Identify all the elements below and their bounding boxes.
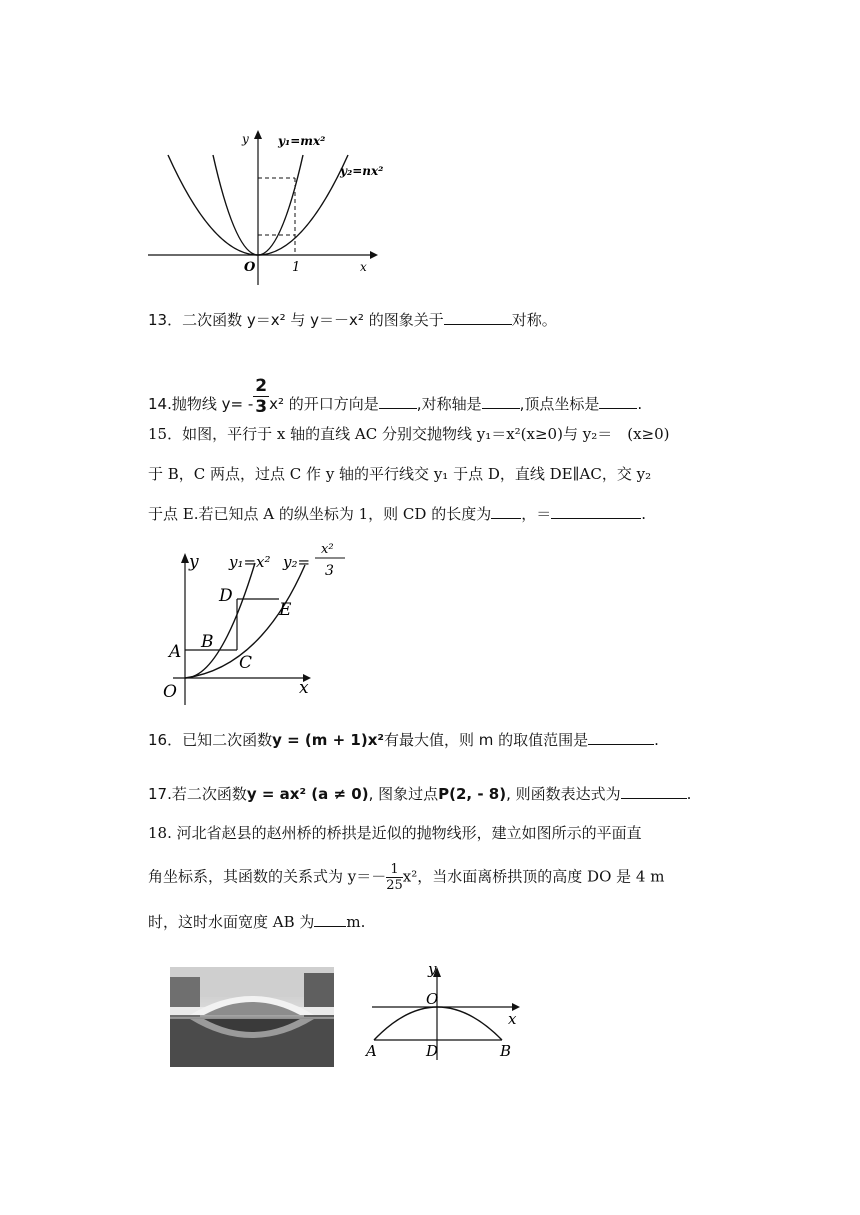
question-13: 13．二次函数 y＝x² 与 y＝－x² 的图象关于 对称。 — [148, 311, 557, 329]
question-number: 13 — [148, 311, 168, 329]
answer-blank[interactable] — [314, 912, 346, 927]
y-axis-label: y — [242, 132, 249, 146]
y-axis-label: y — [189, 552, 199, 572]
question-number: 16 — [148, 731, 168, 749]
fraction: $\frac{2}{3}$ — [255, 376, 268, 417]
question-text-end: 对称。 — [511, 311, 557, 329]
point-a-label: A — [366, 1042, 377, 1060]
answer-blank[interactable] — [621, 784, 687, 799]
point-b-label: B — [201, 632, 214, 652]
question-18-line-2: 角坐标系，其函数的关系式为 y＝－ $\frac{1}{25}$ x²，当水面离桥拱顶的高度 DO 是 4 m — [148, 862, 665, 893]
origin-label: O — [163, 682, 177, 702]
answer-blank-3[interactable] — [599, 394, 637, 409]
question-15-line-2: 于 B，C 两点，过点 C 作 y 轴的平行线交 y₁ 于点 D，直线 DE∥AC，交 y₂ — [148, 465, 652, 483]
question-16: 16．已知二次函数y = (m + 1)x²有最大值，则 m 的取值范围是 . — [148, 731, 659, 749]
parabola-graph-2 — [155, 535, 370, 710]
answer-blank-2[interactable] — [551, 504, 641, 519]
point-c-label: C — [239, 653, 253, 673]
answer-blank[interactable] — [588, 730, 654, 745]
fraction: $\frac{1}{25}$ — [386, 862, 403, 893]
question-15-line-1: 15．如图，平行于 x 轴的直线 AC 分别交抛物线 y₁＝x²(x≥0)与 y₂＝ (x≥0) — [148, 425, 670, 443]
question-14: 14.抛物线 y= - $\frac{2}{3}$ x² 的开口方向是 ,对称轴是 ,顶点坐标是 . — [148, 376, 643, 417]
y-axis-label: y — [428, 962, 437, 978]
answer-blank[interactable] — [444, 310, 512, 325]
point-d-label: D — [426, 1042, 439, 1060]
curve2-label: y₂=nx² — [340, 164, 384, 178]
question-number: 18 — [148, 824, 168, 842]
question-text: 抛物线 y= - — [171, 395, 254, 413]
point: P(2, - 8) — [438, 785, 507, 803]
question-15-line-3: 于点 E.若已知点 A 的纵坐标为 1，则 CD 的长度为 ，＝ . — [148, 505, 647, 523]
point-d-label: D — [219, 586, 233, 606]
question-18-line-3: 时，这时水面宽度 AB 为 m. — [148, 913, 366, 931]
point-b-label: B — [500, 1042, 512, 1060]
answer-blank-1[interactable] — [379, 394, 417, 409]
point-e-label: E — [279, 600, 292, 620]
point-a-label: A — [169, 642, 182, 662]
question-number: 17 — [148, 785, 168, 803]
question-text: 二次函数 y＝x² 与 y＝－x² 的图象关于 — [182, 311, 444, 329]
x-axis-label: x — [508, 1010, 517, 1028]
bridge-arch-graph — [362, 962, 522, 1062]
curve2-numerator: x² — [321, 542, 334, 557]
question-17: 17.若二次函数y = ax² (a ≠ 0), 图象过点P(2, - 8), 则函数表达式为 . — [148, 785, 692, 803]
curve2-denominator: 3 — [325, 563, 334, 579]
curve1-label: y₁=x² — [229, 553, 271, 571]
x-axis-label: x — [360, 260, 367, 274]
answer-blank-1[interactable] — [491, 504, 521, 519]
parabola-graph-1 — [148, 125, 398, 290]
tick-one-label: 1 — [292, 260, 301, 275]
point-o-label: O — [426, 990, 439, 1008]
curve1-label: y₁=mx² — [278, 134, 326, 148]
answer-blank-2[interactable] — [482, 394, 520, 409]
question-number: 15 — [148, 425, 168, 443]
x-axis-label: x — [299, 678, 309, 698]
formula: y = (m + 1)x² — [272, 731, 384, 749]
origin-label: O — [244, 260, 256, 275]
bridge-photo — [170, 967, 334, 1067]
question-18-line-1: 18. 河北省赵县的赵州桥的桥拱是近似的抛物线形，建立如图所示的平面直 — [148, 824, 642, 842]
formula: y = ax² (a ≠ 0) — [246, 785, 369, 803]
question-number: 14 — [148, 395, 168, 413]
curve2-label: y₂= — [283, 553, 311, 571]
